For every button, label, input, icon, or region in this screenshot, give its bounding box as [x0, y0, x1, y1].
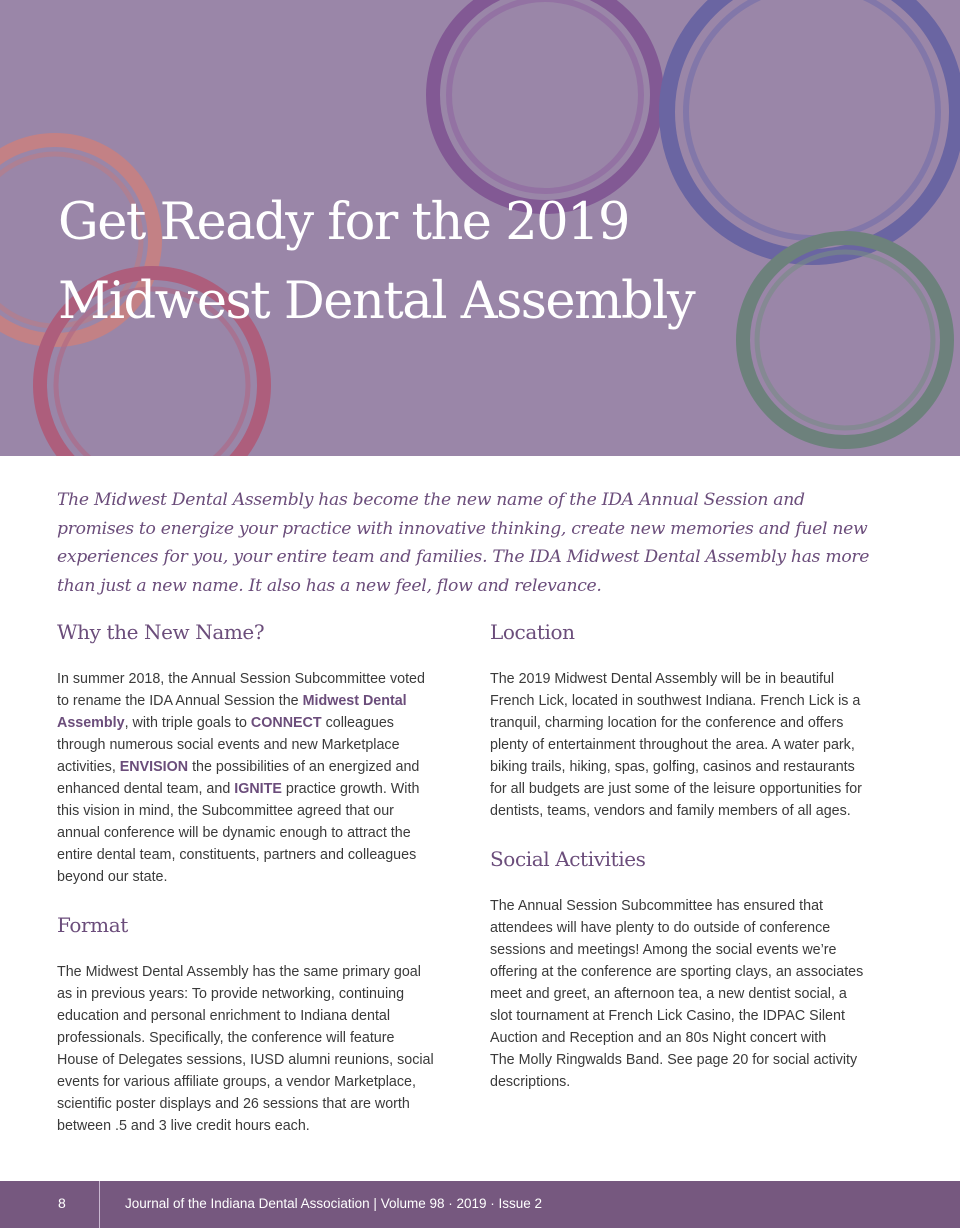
text-line: sessions and meetings! Among the social events we’re	[490, 942, 837, 958]
text-line: Assembly, with triple goals to CONNECT colleagues	[57, 715, 394, 731]
text-line: as in previous years: To provide networking, continuing	[57, 986, 405, 1002]
page-footer	[0, 1181, 960, 1228]
text-line: for all budgets are just some of the leisure opportunities for	[490, 781, 862, 797]
text-line: between .5 and 3 live credit hours each.	[57, 1118, 310, 1134]
why-paragraph	[57, 668, 472, 888]
page-number: 8	[58, 1195, 66, 1211]
text-line: this vision in mind, the Subcommittee agreed that our	[57, 803, 394, 819]
text-line: through numerous social events and new Marketplace	[57, 737, 400, 753]
format-paragraph	[57, 961, 472, 1137]
intro-paragraph	[57, 486, 907, 600]
intro-line: The Midwest Dental Assembly has become the new name of the IDA Annual Session and	[57, 490, 805, 510]
year: 2019	[456, 1196, 487, 1211]
location-heading: Location	[490, 620, 575, 644]
intro-line: than just a new name. It also has a new feel, flow and relevance.	[57, 575, 602, 596]
page-title	[58, 183, 694, 341]
text-line: House of Delegates sessions, IUSD alumni reunions, social	[57, 1052, 434, 1068]
text-line: The 2019 Midwest Dental Assembly will be in beautiful	[490, 671, 835, 687]
social-heading: Social Activities	[490, 847, 646, 871]
location-paragraph	[490, 668, 905, 822]
highlight-envision: ENVISION	[119, 759, 189, 775]
highlight-text: Assembly	[57, 715, 125, 731]
text-line: French Lick, located in southwest Indiana. French Lick is a	[490, 693, 861, 709]
right-column	[490, 618, 905, 1093]
text-line: In summer 2018, the Annual Session Subcommittee voted	[57, 671, 425, 687]
highlight-text: Midwest Dental	[302, 693, 407, 709]
text-line: education and personal enrichment to Indiana dental	[57, 1008, 391, 1024]
text-line: to rename the IDA Annual Session the Midwest Dental	[57, 693, 407, 709]
intro-line: experiences for you, your entire team and families. The IDA Midwest Dental Assembly has more	[57, 547, 870, 568]
text-line: tranquil, charming location for the conference and offers	[490, 715, 844, 731]
title-line-2: Midwest Dental Assembly	[58, 272, 695, 331]
text-line: offering at the conference are sporting clays, an associates	[490, 964, 864, 980]
title-line-1: Get Ready for the 2019	[58, 193, 629, 252]
text-line: Auction and Reception and an 80s Night concert with	[490, 1030, 827, 1046]
text-line: slot tournament at French Lick Casino, the IDPAC Silent	[490, 1008, 845, 1024]
text-line: descriptions.	[490, 1074, 571, 1090]
ring-purple	[433, 0, 657, 207]
text-line: biking trails, hiking, spas, golfing, casinos and restaurants	[490, 759, 855, 775]
text-line: The Annual Session Subcommittee has ensured that	[490, 898, 824, 914]
issue: Issue 2	[498, 1196, 543, 1211]
ring-green	[743, 238, 947, 442]
social-paragraph	[490, 895, 905, 1093]
footer-citation: Journal of the Indiana Dental Association | Volume 98 · 2019 · Issue 2	[125, 1196, 543, 1211]
journal-name: Journal of the Indiana Dental Association	[125, 1196, 370, 1211]
hero-banner	[0, 0, 960, 456]
text-line: The Molly Ringwalds Band. See page 20 for social activity	[490, 1052, 858, 1068]
text-line: scientific poster displays and 26 sessions that are worth	[57, 1096, 410, 1112]
text-line: beyond our state.	[57, 869, 168, 885]
intro-line: promises to energize your practice with innovative thinking, create new memories and fuel new	[57, 518, 868, 539]
format-heading: Format	[57, 913, 128, 937]
text-line: attendees will have plenty to do outside of conference	[490, 920, 831, 936]
text-line: dentists, teams, vendors and family members of all ages.	[490, 803, 851, 819]
text-line: plenty of entertainment throughout the area. A water park,	[490, 737, 855, 753]
text-line: annual conference will be dynamic enough to attract the	[57, 825, 411, 841]
text-line: enhanced dental team, and IGNITE practice growth. With	[57, 781, 420, 797]
text-line: events for various affiliate groups, a vendor Marketplace,	[57, 1074, 416, 1090]
text-line: meet and greet, an afternoon tea, a new dentist social, a	[490, 986, 847, 1002]
text-line: entire dental team, constituents, partners and colleagues	[57, 847, 417, 863]
why-heading: Why the New Name?	[57, 620, 265, 644]
text-line: activities, ENVISION the possibilities of an energized and	[57, 759, 420, 775]
highlight-connect: CONNECT	[250, 715, 322, 731]
text-line: professionals. Specifically, the conference will feature	[57, 1030, 395, 1046]
volume: Volume 98	[380, 1196, 445, 1211]
left-column	[57, 618, 472, 1137]
highlight-ignite: IGNITE	[234, 781, 282, 797]
footer-divider	[99, 1181, 100, 1228]
text-line: The Midwest Dental Assembly has the same primary goal	[57, 964, 421, 980]
